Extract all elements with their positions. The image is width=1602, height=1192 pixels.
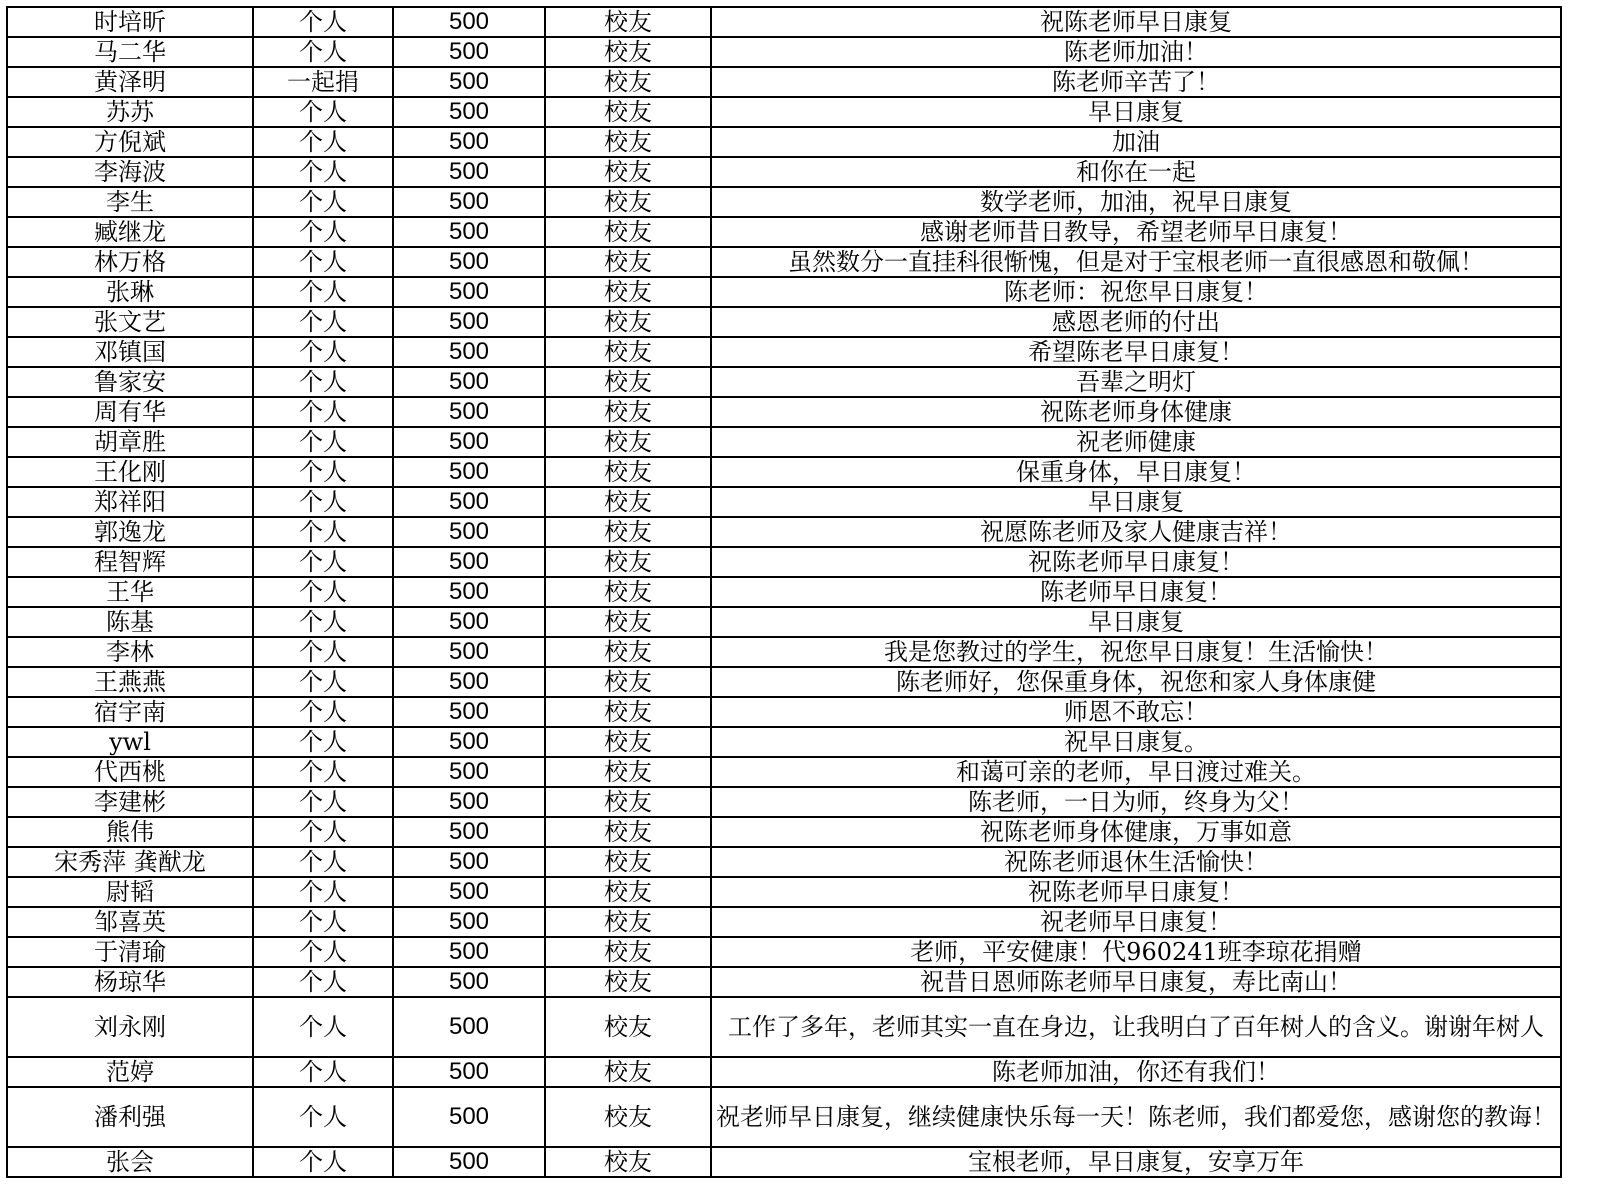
donation-amount-cell: 500: [393, 877, 545, 907]
donor-name-cell: 刘永刚: [7, 997, 253, 1057]
table-row: [7, 277, 1561, 307]
message-cell: 感谢老师昔日教导，希望老师早日康复！: [711, 217, 1561, 247]
donor-name-cell: 李建彬: [7, 787, 253, 817]
table-row: [7, 667, 1561, 697]
donor-name-cell: 宋秀萍 龚猷龙: [7, 847, 253, 877]
donation-type-cell: 个人: [253, 697, 393, 727]
donation-amount-cell: 500: [393, 247, 545, 277]
table-row: [7, 517, 1561, 547]
table-row: [7, 877, 1561, 907]
donation-type-cell: 个人: [253, 967, 393, 997]
relation-cell: 校友: [545, 1057, 711, 1087]
donor-name-cell: 周有华: [7, 397, 253, 427]
donor-name-cell: 尉韬: [7, 877, 253, 907]
message-cell: 祝老师早日康复，继续健康快乐每一天！陈老师，我们都爱您，感谢您的教诲！: [711, 1087, 1561, 1147]
message-cell: 陈老师辛苦了！: [711, 67, 1561, 97]
donation-type-cell: 个人: [253, 127, 393, 157]
donor-name-cell: 时培昕: [7, 7, 253, 37]
donation-type-cell: 个人: [253, 247, 393, 277]
donation-type-cell: 个人: [253, 667, 393, 697]
table-row: [7, 67, 1561, 97]
donor-name-cell: 郭逸龙: [7, 517, 253, 547]
donor-name-cell: 杨琼华: [7, 967, 253, 997]
relation-cell: 校友: [545, 337, 711, 367]
message-cell: 数学老师，加油，祝早日康复: [711, 187, 1561, 217]
donation-type-cell: 个人: [253, 607, 393, 637]
donor-name-cell: ywl: [7, 727, 253, 757]
relation-cell: 校友: [545, 1087, 711, 1147]
donor-name-cell: 于清瑜: [7, 937, 253, 967]
donation-type-cell: 个人: [253, 37, 393, 67]
table-row: [7, 547, 1561, 577]
relation-cell: 校友: [545, 457, 711, 487]
relation-cell: 校友: [545, 697, 711, 727]
relation-cell: 校友: [545, 847, 711, 877]
relation-cell: 校友: [545, 577, 711, 607]
donation-type-cell: 个人: [253, 577, 393, 607]
table-row: [7, 1087, 1561, 1147]
table-row: [7, 187, 1561, 217]
table-row: [7, 37, 1561, 67]
message-cell: 陈老师加油，你还有我们！: [711, 1057, 1561, 1087]
donation-amount-cell: 500: [393, 547, 545, 577]
donation-type-cell: 个人: [253, 7, 393, 37]
message-cell: 早日康复: [711, 607, 1561, 637]
table-row: [7, 577, 1561, 607]
relation-cell: 校友: [545, 7, 711, 37]
donation-type-cell: 个人: [253, 727, 393, 757]
relation-cell: 校友: [545, 127, 711, 157]
relation-cell: 校友: [545, 547, 711, 577]
donor-name-cell: 李海波: [7, 157, 253, 187]
donation-type-cell: 个人: [253, 1057, 393, 1087]
donation-type-cell: 个人: [253, 157, 393, 187]
donation-amount-cell: 500: [393, 637, 545, 667]
donor-name-cell: 鲁家安: [7, 367, 253, 397]
donation-amount-cell: 500: [393, 607, 545, 637]
donor-name-cell: 李林: [7, 637, 253, 667]
donation-amount-cell: 500: [393, 997, 545, 1057]
donation-amount-cell: 500: [393, 967, 545, 997]
table-row: [7, 1057, 1561, 1087]
donation-amount-cell: 500: [393, 97, 545, 127]
message-cell: 保重身体，早日康复！: [711, 457, 1561, 487]
donation-type-cell: 个人: [253, 517, 393, 547]
table-row: [7, 817, 1561, 847]
donor-name-cell: 李生: [7, 187, 253, 217]
relation-cell: 校友: [545, 607, 711, 637]
relation-cell: 校友: [545, 37, 711, 67]
relation-cell: 校友: [545, 487, 711, 517]
table-row: [7, 337, 1561, 367]
relation-cell: 校友: [545, 367, 711, 397]
table-row: [7, 607, 1561, 637]
relation-cell: 校友: [545, 757, 711, 787]
table-row: [7, 727, 1561, 757]
relation-cell: 校友: [545, 667, 711, 697]
message-cell: 祝早日康复。: [711, 727, 1561, 757]
donation-amount-cell: 500: [393, 517, 545, 547]
donation-type-cell: 个人: [253, 877, 393, 907]
donation-type-cell: 个人: [253, 457, 393, 487]
donation-amount-cell: 500: [393, 1087, 545, 1147]
relation-cell: 校友: [545, 97, 711, 127]
relation-cell: 校友: [545, 517, 711, 547]
relation-cell: 校友: [545, 787, 711, 817]
donation-table-body: [7, 7, 1561, 1177]
donor-name-cell: 张琳: [7, 277, 253, 307]
donation-amount-cell: 500: [393, 217, 545, 247]
message-cell: 虽然数分一直挂科很惭愧，但是对于宝根老师一直很感恩和敬佩！: [711, 247, 1561, 277]
donor-name-cell: 张会: [7, 1147, 253, 1177]
table-row: [7, 307, 1561, 337]
donor-name-cell: 程智辉: [7, 547, 253, 577]
donor-name-cell: 潘利强: [7, 1087, 253, 1147]
table-row: [7, 457, 1561, 487]
message-cell: 祝陈老师早日康复！: [711, 877, 1561, 907]
donation-type-cell: 个人: [253, 757, 393, 787]
message-cell: 宝根老师，早日康复，安享万年: [711, 1147, 1561, 1177]
donation-amount-cell: 500: [393, 577, 545, 607]
donation-amount-cell: 500: [393, 457, 545, 487]
donation-type-cell: 个人: [253, 787, 393, 817]
relation-cell: 校友: [545, 997, 711, 1057]
donation-type-cell: 个人: [253, 937, 393, 967]
donation-amount-cell: 500: [393, 787, 545, 817]
donation-type-cell: 个人: [253, 547, 393, 577]
donation-type-cell: 一起捐: [253, 67, 393, 97]
message-cell: 祝昔日恩师陈老师早日康复，寿比南山！: [711, 967, 1561, 997]
table-row: [7, 847, 1561, 877]
donor-name-cell: 王燕燕: [7, 667, 253, 697]
relation-cell: 校友: [545, 877, 711, 907]
donation-amount-cell: 500: [393, 367, 545, 397]
donation-type-cell: 个人: [253, 637, 393, 667]
message-cell: 和你在一起: [711, 157, 1561, 187]
donation-amount-cell: 500: [393, 67, 545, 97]
donation-type-cell: 个人: [253, 907, 393, 937]
table-row: [7, 367, 1561, 397]
relation-cell: 校友: [545, 727, 711, 757]
message-cell: 祝陈老师退休生活愉快！: [711, 847, 1561, 877]
relation-cell: 校友: [545, 217, 711, 247]
message-cell: 希望陈老早日康复！: [711, 337, 1561, 367]
message-cell: 陈老师，一日为师，终身为父！: [711, 787, 1561, 817]
donation-amount-cell: 500: [393, 727, 545, 757]
message-cell: 祝老师健康: [711, 427, 1561, 457]
message-cell: 加油: [711, 127, 1561, 157]
donor-name-cell: 方倪斌: [7, 127, 253, 157]
donation-type-cell: 个人: [253, 997, 393, 1057]
relation-cell: 校友: [545, 637, 711, 667]
table-row: [7, 247, 1561, 277]
donor-name-cell: 胡章胜: [7, 427, 253, 457]
table-row: [7, 637, 1561, 667]
relation-cell: 校友: [545, 907, 711, 937]
donation-amount-cell: 500: [393, 847, 545, 877]
donation-amount-cell: 500: [393, 157, 545, 187]
donation-amount-cell: 500: [393, 757, 545, 787]
relation-cell: 校友: [545, 307, 711, 337]
message-cell: 早日康复: [711, 487, 1561, 517]
donation-amount-cell: 500: [393, 907, 545, 937]
donor-name-cell: 郑祥阳: [7, 487, 253, 517]
donation-amount-cell: 500: [393, 1057, 545, 1087]
message-cell: 感恩老师的付出: [711, 307, 1561, 337]
message-cell: 祝陈老师身体健康: [711, 397, 1561, 427]
donation-amount-cell: 500: [393, 817, 545, 847]
table-row: [7, 157, 1561, 187]
message-cell: 工作了多年，老师其实一直在身边，让我明白了百年树人的含义。谢谢年树人: [711, 997, 1561, 1057]
donation-amount-cell: 500: [393, 397, 545, 427]
donation-amount-cell: 500: [393, 187, 545, 217]
message-cell: 陈老师：祝您早日康复！: [711, 277, 1561, 307]
donor-name-cell: 苏苏: [7, 97, 253, 127]
donor-name-cell: 臧继龙: [7, 217, 253, 247]
message-cell: 陈老师加油！: [711, 37, 1561, 67]
message-cell: 祝陈老师早日康复: [711, 7, 1561, 37]
table-row: [7, 487, 1561, 517]
message-cell: 祝老师早日康复！: [711, 907, 1561, 937]
donor-name-cell: 黄泽明: [7, 67, 253, 97]
table-row: [7, 217, 1561, 247]
message-cell: 祝陈老师身体健康，万事如意: [711, 817, 1561, 847]
table-row: [7, 967, 1561, 997]
message-cell: 和蔼可亲的老师，早日渡过难关。: [711, 757, 1561, 787]
message-cell: 祝愿陈老师及家人健康吉祥！: [711, 517, 1561, 547]
message-cell: 老师，平安健康！代960241班李琼花捐赠: [711, 937, 1561, 967]
donor-name-cell: 陈基: [7, 607, 253, 637]
table-row: [7, 97, 1561, 127]
donation-amount-cell: 500: [393, 1147, 545, 1177]
message-cell: 早日康复: [711, 97, 1561, 127]
donation-amount-cell: 500: [393, 127, 545, 157]
table-row: [7, 127, 1561, 157]
donation-type-cell: 个人: [253, 187, 393, 217]
donation-type-cell: 个人: [253, 487, 393, 517]
donation-amount-cell: 500: [393, 697, 545, 727]
donation-type-cell: 个人: [253, 1087, 393, 1147]
donation-amount-cell: 500: [393, 337, 545, 367]
donation-type-cell: 个人: [253, 817, 393, 847]
message-cell: 陈老师好，您保重身体，祝您和家人身体康健: [711, 667, 1561, 697]
message-cell: 吾辈之明灯: [711, 367, 1561, 397]
donor-name-cell: 范婷: [7, 1057, 253, 1087]
message-cell: 我是您教过的学生，祝您早日康复！生活愉快！: [711, 637, 1561, 667]
donation-type-cell: 个人: [253, 397, 393, 427]
relation-cell: 校友: [545, 247, 711, 277]
donation-amount-cell: 500: [393, 667, 545, 697]
table-row: [7, 787, 1561, 817]
relation-cell: 校友: [545, 187, 711, 217]
donation-type-cell: 个人: [253, 307, 393, 337]
message-cell: 师恩不敢忘！: [711, 697, 1561, 727]
table-row: [7, 397, 1561, 427]
donor-name-cell: 林万格: [7, 247, 253, 277]
donation-type-cell: 个人: [253, 97, 393, 127]
donation-type-cell: 个人: [253, 427, 393, 457]
donor-name-cell: 王化刚: [7, 457, 253, 487]
relation-cell: 校友: [545, 277, 711, 307]
message-cell: 陈老师早日康复！: [711, 577, 1561, 607]
relation-cell: 校友: [545, 1147, 711, 1177]
relation-cell: 校友: [545, 937, 711, 967]
relation-cell: 校友: [545, 397, 711, 427]
table-row: [7, 757, 1561, 787]
donation-table: [6, 6, 1562, 1178]
donor-name-cell: 王华: [7, 577, 253, 607]
donation-type-cell: 个人: [253, 847, 393, 877]
donor-name-cell: 代西桃: [7, 757, 253, 787]
donor-name-cell: 熊伟: [7, 817, 253, 847]
relation-cell: 校友: [545, 157, 711, 187]
donation-type-cell: 个人: [253, 1147, 393, 1177]
donation-amount-cell: 500: [393, 307, 545, 337]
table-row: [7, 907, 1561, 937]
donor-name-cell: 张文艺: [7, 307, 253, 337]
donation-amount-cell: 500: [393, 487, 545, 517]
relation-cell: 校友: [545, 427, 711, 457]
donation-amount-cell: 500: [393, 277, 545, 307]
table-row: [7, 997, 1561, 1057]
table-row: [7, 1147, 1561, 1177]
message-cell: 祝陈老师早日康复！: [711, 547, 1561, 577]
donation-type-cell: 个人: [253, 217, 393, 247]
donor-name-cell: 邹喜英: [7, 907, 253, 937]
donation-amount-cell: 500: [393, 37, 545, 67]
relation-cell: 校友: [545, 817, 711, 847]
donation-amount-cell: 500: [393, 937, 545, 967]
donation-amount-cell: 500: [393, 7, 545, 37]
donation-amount-cell: 500: [393, 427, 545, 457]
table-row: [7, 697, 1561, 727]
donation-type-cell: 个人: [253, 277, 393, 307]
relation-cell: 校友: [545, 67, 711, 97]
donor-name-cell: 邓镇国: [7, 337, 253, 367]
table-row: [7, 427, 1561, 457]
donor-name-cell: 宿宇南: [7, 697, 253, 727]
donor-name-cell: 马二华: [7, 37, 253, 67]
table-row: [7, 937, 1561, 967]
relation-cell: 校友: [545, 967, 711, 997]
donation-type-cell: 个人: [253, 367, 393, 397]
table-row: [7, 7, 1561, 37]
donation-type-cell: 个人: [253, 337, 393, 367]
